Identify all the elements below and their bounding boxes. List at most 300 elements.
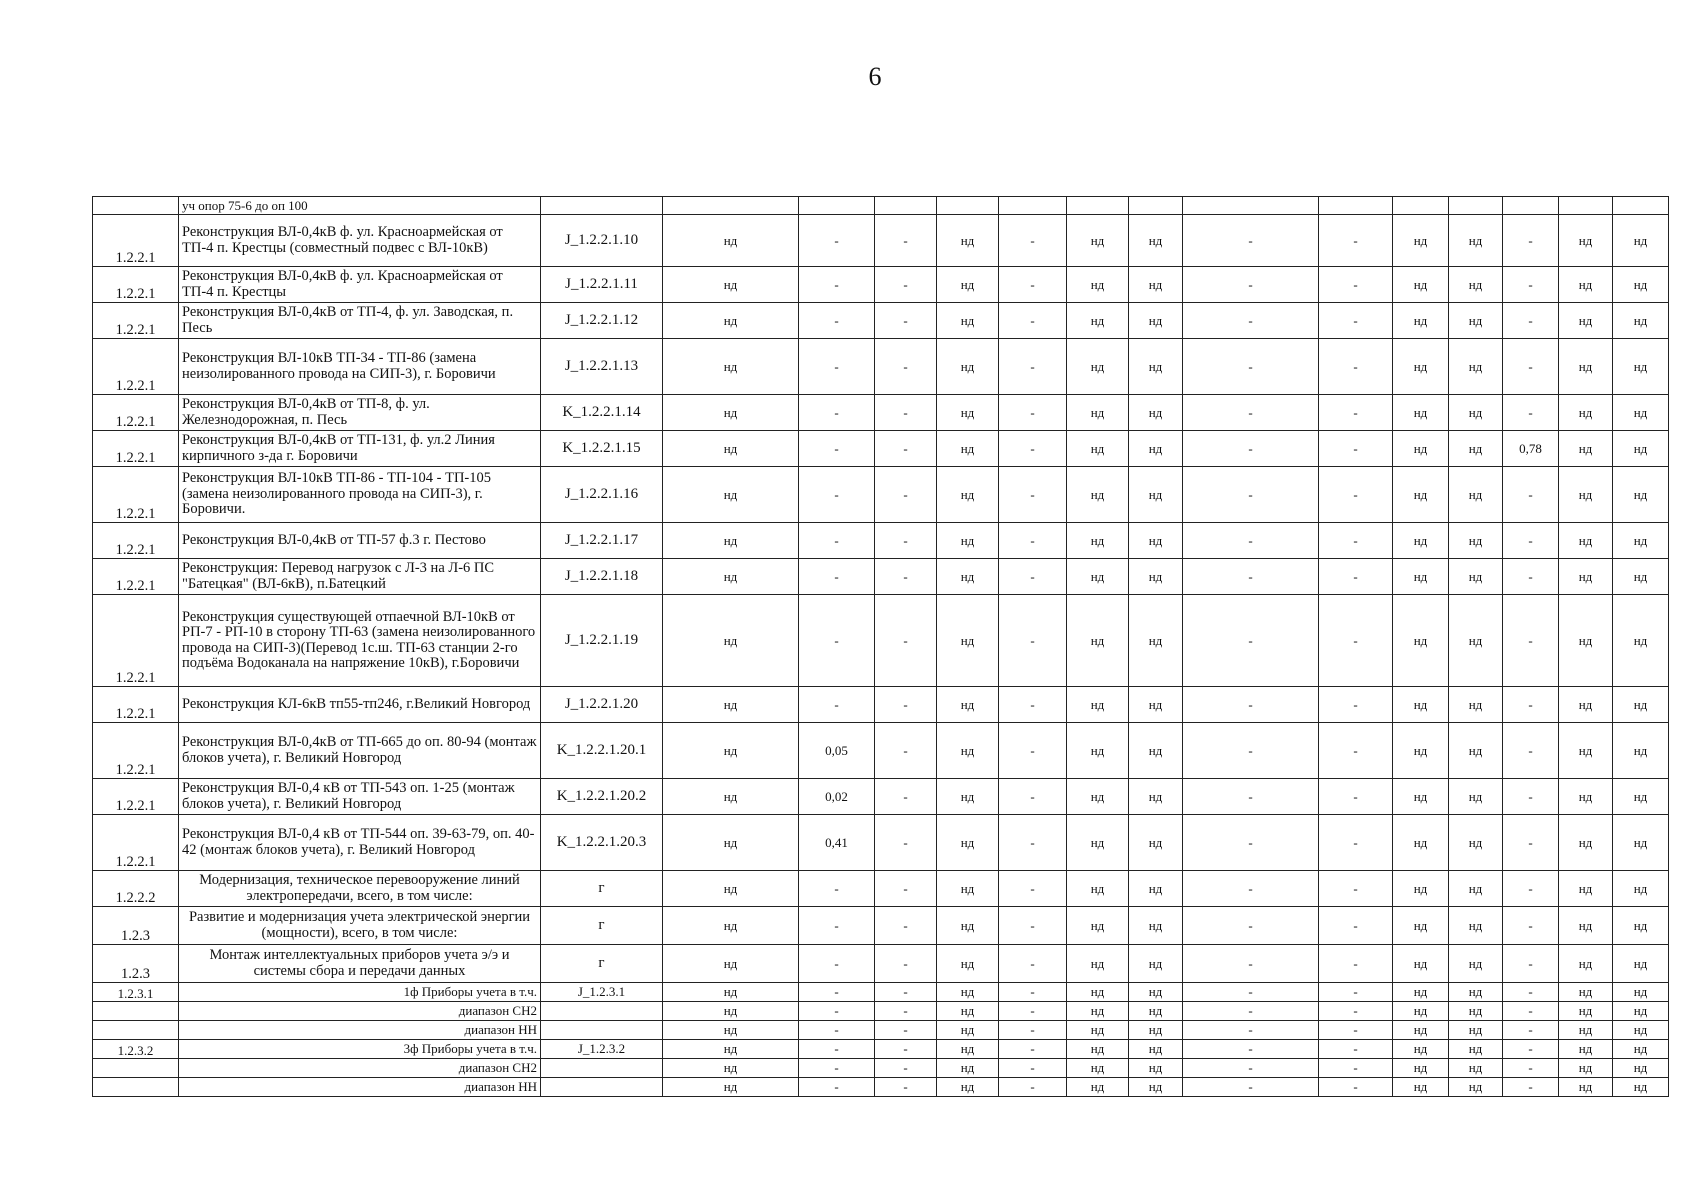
value-cell: - bbox=[1319, 723, 1393, 779]
project-code-cell: K_1.2.2.1.20.1 bbox=[541, 723, 663, 779]
value-cell: нд bbox=[1067, 945, 1129, 983]
value-cell: - bbox=[875, 595, 937, 687]
value-cell: нд bbox=[1559, 723, 1613, 779]
table-row bbox=[93, 983, 1669, 1002]
value-cell: - bbox=[1183, 395, 1319, 431]
row-number-cell: 1.2.2.1 bbox=[93, 559, 179, 595]
value-cell: - bbox=[799, 871, 875, 907]
project-code-cell: J_1.2.2.1.19 bbox=[541, 595, 663, 687]
row-number-cell: 1.2.2.1 bbox=[93, 779, 179, 815]
value-cell: нд bbox=[1559, 303, 1613, 339]
row-number-cell: 1.2.2.1 bbox=[93, 523, 179, 559]
value-cell: нд bbox=[663, 907, 799, 945]
value-cell: - bbox=[1319, 431, 1393, 467]
value-cell: нд bbox=[1613, 1021, 1669, 1040]
table-row bbox=[93, 467, 1669, 523]
value-cell: нд bbox=[663, 215, 799, 267]
table-row bbox=[93, 267, 1669, 303]
project-name-cell: Реконструкция ВЛ-0,4кВ от ТП-4, ф. ул. Заводская, п. Песь bbox=[179, 303, 541, 339]
value-cell: - bbox=[999, 1040, 1067, 1059]
value-cell: нд bbox=[1129, 907, 1183, 945]
project-name-cell: уч опор 75-6 до оп 100 bbox=[179, 197, 541, 215]
value-cell: нд bbox=[1129, 395, 1183, 431]
value-cell: - bbox=[1183, 267, 1319, 303]
row-number-cell: 1.2.2.1 bbox=[93, 431, 179, 467]
value-cell: - bbox=[999, 871, 1067, 907]
value-cell: - bbox=[1183, 687, 1319, 723]
value-cell: нд bbox=[937, 267, 999, 303]
row-number-cell: 1.2.2.1 bbox=[93, 687, 179, 723]
value-cell: - bbox=[875, 1078, 937, 1097]
project-code-cell: J_1.2.2.1.12 bbox=[541, 303, 663, 339]
value-cell: нд bbox=[1067, 779, 1129, 815]
value-cell: нд bbox=[1129, 559, 1183, 595]
value-cell: нд bbox=[1449, 431, 1503, 467]
value-cell: нд bbox=[1613, 395, 1669, 431]
value-cell: нд bbox=[1613, 687, 1669, 723]
value-cell: нд bbox=[1559, 559, 1613, 595]
value-cell: нд bbox=[663, 815, 799, 871]
value-cell: - bbox=[875, 983, 937, 1002]
value-cell: нд bbox=[1067, 723, 1129, 779]
value-cell: - bbox=[799, 945, 875, 983]
value-cell: - bbox=[1503, 339, 1559, 395]
value-cell: нд bbox=[937, 467, 999, 523]
value-cell: - bbox=[875, 559, 937, 595]
value-cell: нд bbox=[1129, 687, 1183, 723]
value-cell: - bbox=[799, 1078, 875, 1097]
value-cell: - bbox=[1319, 1059, 1393, 1078]
value-cell: нд bbox=[663, 687, 799, 723]
project-code-cell: J_1.2.3.1 bbox=[541, 983, 663, 1002]
value-cell: нд bbox=[1129, 1021, 1183, 1040]
value-cell: нд bbox=[1067, 267, 1129, 303]
value-cell: нд bbox=[663, 395, 799, 431]
table-row bbox=[93, 907, 1669, 945]
value-cell: нд bbox=[1449, 723, 1503, 779]
value-cell: - bbox=[799, 907, 875, 945]
value-cell: нд bbox=[663, 983, 799, 1002]
value-cell: нд bbox=[663, 431, 799, 467]
value-cell: - bbox=[999, 1002, 1067, 1021]
value-cell: нд bbox=[937, 523, 999, 559]
value-cell: - bbox=[1183, 815, 1319, 871]
value-cell: - bbox=[799, 467, 875, 523]
value-cell: нд bbox=[1393, 945, 1449, 983]
value-cell: - bbox=[1183, 1059, 1319, 1078]
value-cell: нд bbox=[1393, 431, 1449, 467]
value-cell: нд bbox=[1613, 1040, 1669, 1059]
project-name-cell: Реконструкция ВЛ-0,4кВ от ТП-57 ф.3 г. Пестово bbox=[179, 523, 541, 559]
value-cell: - bbox=[1319, 779, 1393, 815]
value-cell: нд bbox=[1613, 267, 1669, 303]
value-cell: нд bbox=[1449, 815, 1503, 871]
value-cell: нд bbox=[663, 559, 799, 595]
value-cell: - bbox=[1183, 559, 1319, 595]
project-name-cell: 1ф Приборы учета в т.ч. bbox=[179, 983, 541, 1002]
value-cell: - bbox=[1503, 983, 1559, 1002]
value-cell: - bbox=[1183, 303, 1319, 339]
value-cell: нд bbox=[1129, 945, 1183, 983]
value-cell: - bbox=[875, 339, 937, 395]
project-name-cell: Модернизация, техническое перевооружение линий электропередачи, всего, в том числе: bbox=[179, 871, 541, 907]
value-cell bbox=[1449, 197, 1503, 215]
value-cell: - bbox=[999, 339, 1067, 395]
value-cell: нд bbox=[663, 339, 799, 395]
value-cell: нд bbox=[1559, 1040, 1613, 1059]
value-cell: нд bbox=[1129, 215, 1183, 267]
value-cell: - bbox=[799, 267, 875, 303]
value-cell: нд bbox=[1559, 1059, 1613, 1078]
value-cell: - bbox=[1503, 1021, 1559, 1040]
value-cell: нд bbox=[1613, 907, 1669, 945]
value-cell: нд bbox=[1067, 1021, 1129, 1040]
value-cell: нд bbox=[937, 983, 999, 1002]
value-cell: - bbox=[799, 303, 875, 339]
project-name-cell: диапазон СН2 bbox=[179, 1002, 541, 1021]
value-cell: нд bbox=[1393, 1040, 1449, 1059]
value-cell: - bbox=[875, 395, 937, 431]
row-number-cell: 1.2.2.1 bbox=[93, 339, 179, 395]
value-cell: - bbox=[1503, 1002, 1559, 1021]
project-name-cell: диапазон НН bbox=[179, 1078, 541, 1097]
value-cell: - bbox=[1503, 723, 1559, 779]
value-cell: нд bbox=[663, 267, 799, 303]
value-cell: - bbox=[999, 595, 1067, 687]
value-cell: нд bbox=[1393, 339, 1449, 395]
value-cell: нд bbox=[1559, 595, 1613, 687]
value-cell: нд bbox=[1129, 303, 1183, 339]
value-cell: - bbox=[999, 779, 1067, 815]
value-cell: нд bbox=[1559, 1002, 1613, 1021]
value-cell: - bbox=[799, 595, 875, 687]
value-cell: нд bbox=[1449, 215, 1503, 267]
value-cell: нд bbox=[1449, 595, 1503, 687]
value-cell: - bbox=[875, 523, 937, 559]
table-row bbox=[93, 1059, 1669, 1078]
value-cell: - bbox=[1319, 215, 1393, 267]
value-cell: нд bbox=[937, 595, 999, 687]
value-cell: - bbox=[1503, 1040, 1559, 1059]
row-number-cell bbox=[93, 1002, 179, 1021]
value-cell: - bbox=[1319, 1078, 1393, 1097]
value-cell: нд bbox=[1613, 983, 1669, 1002]
value-cell: - bbox=[1503, 1078, 1559, 1097]
value-cell: - bbox=[1503, 215, 1559, 267]
value-cell: 0,78 bbox=[1503, 431, 1559, 467]
value-cell: - bbox=[875, 267, 937, 303]
project-code-cell: K_1.2.2.1.15 bbox=[541, 431, 663, 467]
value-cell: - bbox=[875, 215, 937, 267]
value-cell: - bbox=[1319, 1040, 1393, 1059]
project-code-cell: г bbox=[541, 871, 663, 907]
value-cell: - bbox=[1503, 303, 1559, 339]
value-cell: нд bbox=[1613, 1059, 1669, 1078]
value-cell: нд bbox=[1393, 871, 1449, 907]
value-cell: - bbox=[875, 779, 937, 815]
value-cell: - bbox=[999, 431, 1067, 467]
value-cell: нд bbox=[1393, 467, 1449, 523]
value-cell bbox=[1559, 197, 1613, 215]
value-cell: нд bbox=[937, 871, 999, 907]
value-cell: - bbox=[999, 267, 1067, 303]
value-cell: - bbox=[999, 1059, 1067, 1078]
value-cell: - bbox=[999, 395, 1067, 431]
value-cell: нд bbox=[937, 339, 999, 395]
value-cell: нд bbox=[1613, 523, 1669, 559]
value-cell: нд bbox=[1067, 687, 1129, 723]
value-cell bbox=[663, 197, 799, 215]
value-cell: нд bbox=[937, 1021, 999, 1040]
value-cell: - bbox=[1503, 815, 1559, 871]
value-cell: нд bbox=[1067, 1078, 1129, 1097]
value-cell bbox=[1067, 197, 1129, 215]
value-cell: - bbox=[799, 687, 875, 723]
value-cell: нд bbox=[1449, 1059, 1503, 1078]
row-number-cell: 1.2.2.1 bbox=[93, 215, 179, 267]
value-cell: нд bbox=[1559, 267, 1613, 303]
value-cell: - bbox=[1503, 907, 1559, 945]
value-cell: нд bbox=[937, 1040, 999, 1059]
value-cell: - bbox=[999, 215, 1067, 267]
value-cell: нд bbox=[1613, 815, 1669, 871]
value-cell: - bbox=[1319, 1002, 1393, 1021]
value-cell: нд bbox=[937, 431, 999, 467]
value-cell: нд bbox=[937, 945, 999, 983]
value-cell: - bbox=[875, 907, 937, 945]
table-row bbox=[93, 871, 1669, 907]
project-code-cell: J_1.2.2.1.17 bbox=[541, 523, 663, 559]
project-code-cell: K_1.2.2.1.20.2 bbox=[541, 779, 663, 815]
value-cell: нд bbox=[1613, 595, 1669, 687]
value-cell: нд bbox=[1449, 779, 1503, 815]
value-cell: - bbox=[1319, 467, 1393, 523]
value-cell: нд bbox=[1067, 595, 1129, 687]
value-cell: - bbox=[1503, 945, 1559, 983]
value-cell: нд bbox=[1067, 1059, 1129, 1078]
value-cell: нд bbox=[1393, 1002, 1449, 1021]
value-cell: нд bbox=[1129, 1078, 1183, 1097]
value-cell: нд bbox=[1559, 945, 1613, 983]
value-cell: нд bbox=[1449, 983, 1503, 1002]
value-cell: 0,05 bbox=[799, 723, 875, 779]
value-cell: нд bbox=[1067, 215, 1129, 267]
value-cell: нд bbox=[1067, 559, 1129, 595]
value-cell: нд bbox=[1393, 1078, 1449, 1097]
value-cell: нд bbox=[1559, 779, 1613, 815]
value-cell: - bbox=[799, 215, 875, 267]
value-cell: нд bbox=[1449, 945, 1503, 983]
value-cell: - bbox=[1183, 467, 1319, 523]
value-cell: нд bbox=[1613, 723, 1669, 779]
project-name-cell: Реконструкция ВЛ-0,4 кВ от ТП-544 оп. 39-63-79, оп. 40-42 (монтаж блоков учета), г. Великий Новгород bbox=[179, 815, 541, 871]
value-cell: - bbox=[1183, 945, 1319, 983]
project-code-cell bbox=[541, 1002, 663, 1021]
value-cell: нд bbox=[1129, 431, 1183, 467]
table-row bbox=[93, 945, 1669, 983]
value-cell: - bbox=[875, 1059, 937, 1078]
value-cell: нд bbox=[663, 1002, 799, 1021]
value-cell: нд bbox=[1613, 215, 1669, 267]
project-name-cell: Реконструкция: Перевод нагрузок с Л-3 на Л-6 ПС "Батецкая" (ВЛ-6кВ), п.Батецкий bbox=[179, 559, 541, 595]
value-cell: нд bbox=[1613, 871, 1669, 907]
value-cell: нд bbox=[1559, 431, 1613, 467]
value-cell: - bbox=[999, 723, 1067, 779]
value-cell: нд bbox=[1393, 907, 1449, 945]
value-cell: нд bbox=[1393, 595, 1449, 687]
project-name-cell: Реконструкция ВЛ-0,4кВ ф. ул. Красноармейская от ТП-4 п. Крестцы bbox=[179, 267, 541, 303]
value-cell: - bbox=[1183, 1040, 1319, 1059]
value-cell: - bbox=[799, 1021, 875, 1040]
table-row bbox=[93, 687, 1669, 723]
value-cell: нд bbox=[1393, 559, 1449, 595]
table-row bbox=[93, 1078, 1669, 1097]
row-number-cell bbox=[93, 1059, 179, 1078]
project-code-cell: J_1.2.2.1.16 bbox=[541, 467, 663, 523]
value-cell: - bbox=[1503, 871, 1559, 907]
value-cell: нд bbox=[1129, 467, 1183, 523]
value-cell: нд bbox=[937, 1002, 999, 1021]
value-cell: - bbox=[1503, 559, 1559, 595]
value-cell: - bbox=[1319, 1021, 1393, 1040]
value-cell: - bbox=[1319, 871, 1393, 907]
value-cell: - bbox=[1183, 1002, 1319, 1021]
value-cell: нд bbox=[937, 779, 999, 815]
project-name-cell: Реконструкция ВЛ-0,4кВ ф. ул. Красноармейская от ТП-4 п. Крестцы (совместный подвес с ВЛ-10кВ) bbox=[179, 215, 541, 267]
row-number-cell: 1.2.3.1 bbox=[93, 983, 179, 1002]
value-cell: - bbox=[799, 523, 875, 559]
table-row bbox=[93, 395, 1669, 431]
value-cell: - bbox=[999, 983, 1067, 1002]
value-cell: нд bbox=[1449, 1002, 1503, 1021]
value-cell: - bbox=[1319, 907, 1393, 945]
value-cell: - bbox=[999, 467, 1067, 523]
value-cell: - bbox=[1503, 687, 1559, 723]
value-cell: нд bbox=[663, 723, 799, 779]
value-cell: нд bbox=[1559, 907, 1613, 945]
project-name-cell: Реконструкция ВЛ-0,4кВ от ТП-8, ф. ул. Железнодорожная, п. Песь bbox=[179, 395, 541, 431]
project-name-cell: Реконструкция ВЛ-0,4кВ от ТП-131, ф. ул.2 Линия кирпичного з-да г. Боровичи bbox=[179, 431, 541, 467]
project-name-cell: Реконструкция ВЛ-10кВ ТП-34 - ТП-86 (замена неизолированного провода на СИП-3), г. Боровичи bbox=[179, 339, 541, 395]
row-number-cell: 1.2.2.1 bbox=[93, 467, 179, 523]
project-name-cell: Реконструкция существующей отпаечной ВЛ-10кВ от РП-7 - РП-10 в сторону ТП-63 (замена неизолированного провода на СИП-3)(Перевод 1с.ш. ТП-63 станции 2-го подъёма Водоканала на напряжение 10кВ), г.Боровичи bbox=[179, 595, 541, 687]
value-cell: - bbox=[1183, 431, 1319, 467]
table-body bbox=[93, 197, 1669, 1097]
value-cell: - bbox=[799, 395, 875, 431]
value-cell: - bbox=[1319, 523, 1393, 559]
row-number-cell: 1.2.2.1 bbox=[93, 815, 179, 871]
value-cell: - bbox=[999, 907, 1067, 945]
row-number-cell: 1.2.3 bbox=[93, 945, 179, 983]
value-cell: - bbox=[1503, 523, 1559, 559]
table-row bbox=[93, 1021, 1669, 1040]
value-cell: - bbox=[1183, 523, 1319, 559]
value-cell: нд bbox=[663, 871, 799, 907]
value-cell: - bbox=[799, 1002, 875, 1021]
value-cell: - bbox=[875, 687, 937, 723]
value-cell: - bbox=[999, 523, 1067, 559]
table-row bbox=[93, 559, 1669, 595]
value-cell: нд bbox=[1393, 303, 1449, 339]
value-cell: нд bbox=[663, 595, 799, 687]
value-cell: нд bbox=[1129, 871, 1183, 907]
table-row bbox=[93, 779, 1669, 815]
value-cell bbox=[875, 197, 937, 215]
value-cell: нд bbox=[937, 395, 999, 431]
project-code-cell: г bbox=[541, 907, 663, 945]
row-number-cell bbox=[93, 1021, 179, 1040]
value-cell: - bbox=[999, 815, 1067, 871]
value-cell: - bbox=[1183, 215, 1319, 267]
value-cell bbox=[1613, 197, 1669, 215]
value-cell: нд bbox=[1559, 467, 1613, 523]
value-cell: нд bbox=[1129, 723, 1183, 779]
value-cell: - bbox=[1319, 559, 1393, 595]
value-cell: - bbox=[1503, 467, 1559, 523]
value-cell bbox=[1183, 197, 1319, 215]
value-cell: нд bbox=[663, 779, 799, 815]
value-cell: - bbox=[999, 687, 1067, 723]
table-row bbox=[93, 523, 1669, 559]
value-cell: - bbox=[875, 1021, 937, 1040]
row-number-cell: 1.2.3 bbox=[93, 907, 179, 945]
value-cell: - bbox=[875, 871, 937, 907]
value-cell: нд bbox=[1559, 815, 1613, 871]
value-cell: нд bbox=[1559, 215, 1613, 267]
table-row bbox=[93, 815, 1669, 871]
value-cell: - bbox=[1183, 1078, 1319, 1097]
project-code-cell bbox=[541, 1078, 663, 1097]
value-cell: нд bbox=[1129, 523, 1183, 559]
project-code-cell: J_1.2.2.1.11 bbox=[541, 267, 663, 303]
value-cell: - bbox=[1183, 339, 1319, 395]
value-cell: нд bbox=[1393, 723, 1449, 779]
value-cell: - bbox=[1183, 983, 1319, 1002]
value-cell: нд bbox=[1449, 1078, 1503, 1097]
value-cell: нд bbox=[663, 303, 799, 339]
value-cell: нд bbox=[1067, 303, 1129, 339]
value-cell: - bbox=[1183, 723, 1319, 779]
value-cell: нд bbox=[663, 945, 799, 983]
value-cell: нд bbox=[1129, 983, 1183, 1002]
value-cell: нд bbox=[1449, 559, 1503, 595]
value-cell: - bbox=[1503, 267, 1559, 303]
table-row bbox=[93, 723, 1669, 779]
value-cell: нд bbox=[1449, 267, 1503, 303]
value-cell: нд bbox=[1129, 1040, 1183, 1059]
value-cell: нд bbox=[1393, 1059, 1449, 1078]
project-code-cell: J_1.2.2.1.10 bbox=[541, 215, 663, 267]
value-cell: нд bbox=[663, 1040, 799, 1059]
project-name-cell: Реконструкция КЛ-6кВ тп55-тп246, г.Великий Новгород bbox=[179, 687, 541, 723]
value-cell: нд bbox=[1559, 687, 1613, 723]
value-cell: - bbox=[1319, 945, 1393, 983]
value-cell: нд bbox=[1613, 339, 1669, 395]
value-cell: - bbox=[1183, 779, 1319, 815]
value-cell: нд bbox=[1129, 779, 1183, 815]
table-row bbox=[93, 1002, 1669, 1021]
value-cell: нд bbox=[937, 815, 999, 871]
investment-program-table bbox=[92, 196, 1669, 1097]
project-code-cell: г bbox=[541, 945, 663, 983]
value-cell: нд bbox=[1393, 687, 1449, 723]
value-cell: нд bbox=[1129, 1059, 1183, 1078]
project-name-cell: диапазон НН bbox=[179, 1021, 541, 1040]
row-number-cell: 1.2.2.1 bbox=[93, 303, 179, 339]
value-cell: нд bbox=[1613, 779, 1669, 815]
value-cell: - bbox=[1503, 595, 1559, 687]
value-cell: - bbox=[1503, 1059, 1559, 1078]
